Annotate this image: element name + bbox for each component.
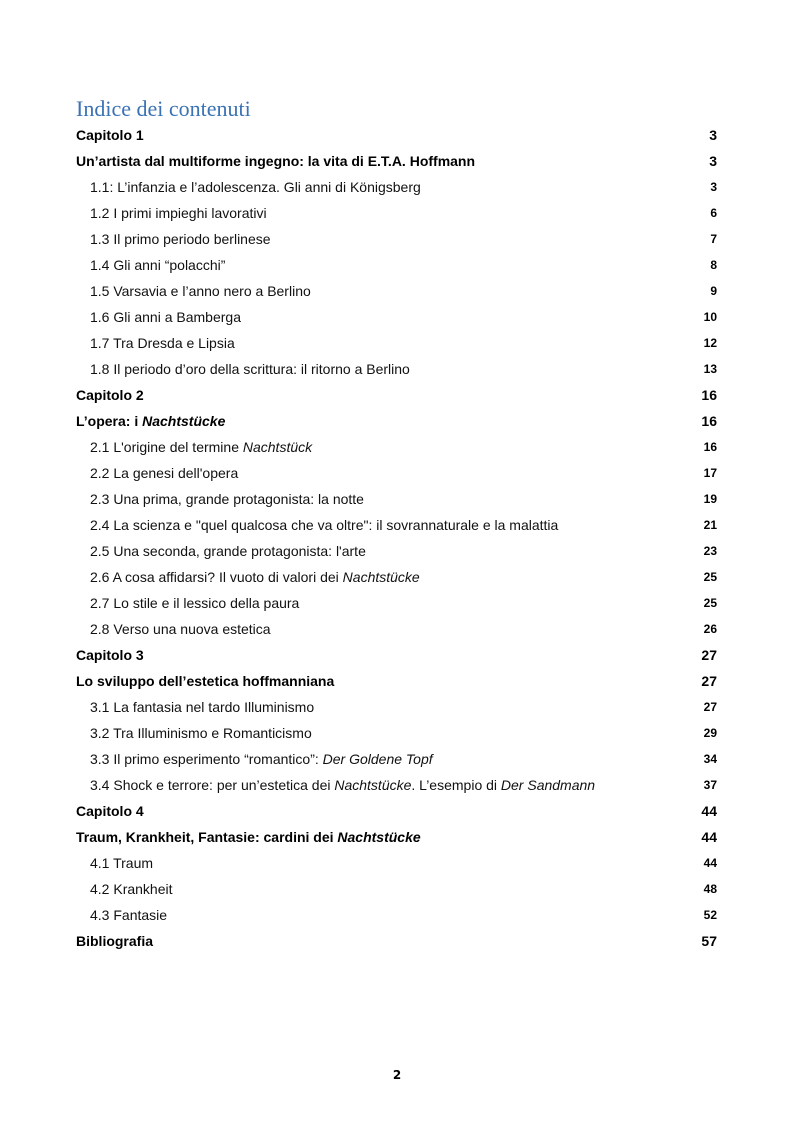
toc-entry-title[interactable] [90, 203, 267, 223]
toc-entry-title-part: Bibliografia [76, 933, 154, 949]
toc-entry-title[interactable] [90, 229, 271, 249]
toc-section-entry[interactable] [0, 486, 794, 512]
toc-entry-page-number[interactable]: 52 [703, 908, 717, 922]
toc-entry-page-number[interactable]: 3 [710, 180, 717, 194]
toc-entry-title-part: 1.7 Tra Dresda e Lipsia [90, 335, 235, 351]
toc-section-entry[interactable] [0, 876, 794, 902]
toc-entry-title-part: 4.1 Traum [90, 855, 154, 871]
toc-section-entry[interactable] [0, 538, 794, 564]
toc-section-entry[interactable] [0, 772, 794, 798]
toc-entry-title[interactable] [90, 567, 420, 587]
toc-entry-title-part: 1.1: L’infanzia e l’adolescenza. Gli anni di Königsberg [90, 179, 421, 195]
toc-entry-title[interactable] [90, 853, 153, 873]
toc-entry-page-number[interactable]: 27 [701, 673, 717, 689]
toc-entry-title[interactable] [76, 827, 421, 847]
toc-section-entry[interactable] [0, 564, 794, 590]
toc-chapter-entry[interactable] [0, 148, 794, 174]
toc-entry-title-part: 1.5 Varsavia e l’anno nero a Berlino [90, 283, 311, 299]
toc-entry-title[interactable] [90, 489, 364, 509]
toc-chapter-entry[interactable] [0, 928, 794, 954]
toc-entry-title-italic: Nachtstücke [337, 829, 421, 845]
toc-entry-title[interactable] [90, 177, 421, 197]
toc-entry-title-part: Capitolo 2 [76, 387, 144, 403]
toc-entry-title-italic: Nachtstücke [342, 569, 420, 585]
toc-entry-title[interactable] [76, 125, 144, 145]
toc-entry-page-number[interactable]: 27 [701, 647, 717, 663]
toc-entry-title-italic: Der Goldene Topf [322, 751, 433, 767]
toc-entry-title[interactable] [76, 645, 144, 665]
toc-entry-page-number[interactable]: 44 [703, 856, 717, 870]
toc-entry-title[interactable] [90, 333, 235, 353]
toc-entry-page-number[interactable]: 3 [709, 153, 717, 169]
toc-section-entry[interactable] [0, 252, 794, 278]
toc-entry-page-number[interactable]: 25 [703, 570, 717, 584]
toc-entry-title[interactable] [90, 775, 595, 795]
toc-entry-page-number[interactable]: 29 [703, 726, 717, 740]
toc-entry-title[interactable] [90, 255, 225, 275]
toc-entry-title-part: 3.2 Tra Illuminismo e Romanticismo [90, 725, 312, 741]
toc-section-entry[interactable] [0, 174, 794, 200]
toc-entry-page-number[interactable]: 9 [710, 284, 717, 298]
toc-section-entry[interactable] [0, 278, 794, 304]
toc-entry-title-part: 2.4 La scienza e "quel qualcosa che va oltre": il sovrannaturale e la malattia [90, 517, 559, 533]
toc-entry-page-number[interactable]: 7 [710, 232, 717, 246]
toc-entry-title-part: 3.1 La fantasia nel tardo Illuminismo [90, 699, 315, 715]
toc-entry-page-number[interactable]: 44 [701, 803, 717, 819]
toc-entry-page-number[interactable]: 8 [710, 258, 717, 272]
toc-entry-title[interactable] [76, 931, 153, 951]
toc-entry-title-part: 2.3 Una prima, grande protagonista: la notte [90, 491, 364, 507]
toc-entry-title[interactable] [76, 151, 475, 171]
toc-entry-title-italic: Nachtstück [242, 439, 313, 455]
toc-entry-title-part: 1.3 Il primo periodo berlinese [90, 231, 271, 247]
toc-section-entry[interactable] [0, 616, 794, 642]
toc-entry-page-number[interactable]: 19 [703, 492, 717, 506]
toc-title: Indice dei contenuti [76, 96, 251, 121]
toc-entry-title[interactable] [90, 619, 271, 639]
toc-section-entry[interactable] [0, 512, 794, 538]
toc-entry-title[interactable] [90, 307, 241, 327]
table-of-contents [0, 122, 794, 954]
toc-entry-title-italic: Nachtstücke [142, 413, 226, 429]
toc-section-entry[interactable] [0, 902, 794, 928]
page-number: 2 [392, 1068, 402, 1082]
toc-chapter-entry[interactable] [0, 408, 794, 434]
toc-entry-title[interactable] [90, 281, 311, 301]
toc-section-entry[interactable] [0, 590, 794, 616]
toc-entry-title[interactable] [90, 593, 299, 613]
toc-entry-page-number[interactable]: 21 [703, 518, 717, 532]
toc-entry-title[interactable] [90, 359, 410, 379]
toc-section-entry[interactable] [0, 694, 794, 720]
toc-entry-page-number[interactable]: 6 [710, 206, 717, 220]
toc-section-entry[interactable] [0, 200, 794, 226]
toc-chapter-entry[interactable] [0, 798, 794, 824]
toc-entry-page-number[interactable]: 48 [703, 882, 717, 896]
toc-section-entry[interactable] [0, 850, 794, 876]
toc-section-entry[interactable] [0, 746, 794, 772]
toc-section-entry[interactable] [0, 434, 794, 460]
toc-entry-page-number[interactable]: 10 [703, 310, 717, 324]
toc-entry-page-number[interactable]: 16 [701, 387, 717, 403]
toc-entry-title-part: L’opera: i [76, 413, 143, 429]
toc-entry-page-number[interactable]: 13 [703, 362, 717, 376]
toc-entry-title-part: 2.7 Lo stile e il lessico della paura [90, 595, 300, 611]
toc-entry-title[interactable] [90, 905, 167, 925]
toc-entry-page-number[interactable]: 34 [703, 752, 717, 766]
toc-entry-title-part: Traum, Krankheit, Fantasie: cardini dei [76, 829, 338, 845]
toc-entry-page-number[interactable]: 57 [701, 933, 717, 949]
toc-entry-page-number[interactable]: 23 [703, 544, 717, 558]
toc-entry-title-part: 2.6 A cosa affidarsi? Il vuoto di valori dei [90, 569, 343, 585]
toc-chapter-entry[interactable] [0, 642, 794, 668]
toc-entry-title[interactable] [90, 463, 238, 483]
toc-section-entry[interactable] [0, 720, 794, 746]
toc-entry-title[interactable] [76, 385, 144, 405]
toc-entry-title-part: 2.5 Una seconda, grande protagonista: l'arte [90, 543, 366, 559]
toc-entry-page-number[interactable]: 27 [703, 700, 717, 714]
toc-chapter-entry[interactable] [0, 382, 794, 408]
toc-entry-title[interactable] [90, 515, 558, 535]
toc-entry-page-number[interactable]: 12 [703, 336, 717, 350]
toc-entry-title[interactable] [90, 879, 173, 899]
toc-entry-title-part: 3.4 Shock e terrore: per un’estetica dei [90, 777, 335, 793]
toc-entry-title-part: 2.2 La genesi dell'opera [90, 465, 239, 481]
toc-section-entry[interactable] [0, 226, 794, 252]
toc-chapter-entry[interactable] [0, 668, 794, 694]
toc-section-entry[interactable] [0, 460, 794, 486]
toc-entry-title[interactable] [90, 541, 366, 561]
toc-entry-page-number[interactable]: 17 [703, 466, 717, 480]
toc-section-entry[interactable] [0, 356, 794, 382]
toc-entry-title-part: 2.1 L'origine del termine [90, 439, 243, 455]
toc-entry-page-number[interactable]: 37 [703, 778, 717, 792]
toc-entry-title-part: Capitolo 1 [76, 127, 144, 143]
toc-entry-title-part: 2.8 Verso una nuova estetica [90, 621, 271, 637]
toc-entry-title-italic: Nachtstücke [334, 777, 412, 793]
toc-chapter-entry[interactable] [0, 824, 794, 850]
toc-entry-title-part: 4.2 Krankheit [90, 881, 173, 897]
toc-entry-title-part: 1.4 Gli anni “polacchi” [90, 257, 226, 273]
toc-entry-title[interactable] [90, 723, 312, 743]
toc-entry-page-number[interactable]: 44 [701, 829, 717, 845]
toc-entry-title-part: Capitolo 3 [76, 647, 144, 663]
toc-entry-page-number[interactable]: 26 [703, 622, 717, 636]
toc-entry-title-part: Lo sviluppo dell’estetica hoffmanniana [76, 673, 335, 689]
toc-entry-page-number[interactable]: 25 [703, 596, 717, 610]
toc-entry-title[interactable] [76, 671, 334, 691]
toc-entry-title[interactable] [76, 801, 144, 821]
toc-entry-title[interactable] [90, 437, 312, 457]
toc-entry-title-part: Un’artista dal multiforme ingegno: la vita di E.T.A. Hoffmann [76, 153, 476, 169]
toc-entry-title-part: Capitolo 4 [76, 803, 144, 819]
toc-entry-title[interactable] [90, 697, 314, 717]
toc-section-entry[interactable] [0, 330, 794, 356]
toc-entry-title-part: 4.3 Fantasie [90, 907, 168, 923]
toc-entry-page-number[interactable]: 16 [703, 440, 717, 454]
toc-entry-page-number[interactable]: 3 [709, 127, 717, 143]
toc-chapter-entry[interactable] [0, 122, 794, 148]
toc-entry-page-number[interactable]: 16 [701, 413, 717, 429]
toc-entry-title-italic: Der Sandmann [500, 777, 596, 793]
toc-entry-title-part: . L’esempio di [411, 777, 501, 793]
toc-entry-title-part: 1.2 I primi impieghi lavorativi [90, 205, 267, 221]
toc-section-entry[interactable] [0, 304, 794, 330]
toc-entry-title[interactable] [90, 749, 433, 769]
toc-entry-title-part: 3.3 Il primo esperimento “romantico”: [90, 751, 323, 767]
toc-entry-title-part: 1.6 Gli anni a Bamberga [90, 309, 241, 325]
toc-entry-title[interactable] [76, 411, 225, 431]
toc-entry-title-part: 1.8 Il periodo d’oro della scrittura: il ritorno a Berlino [90, 361, 410, 377]
